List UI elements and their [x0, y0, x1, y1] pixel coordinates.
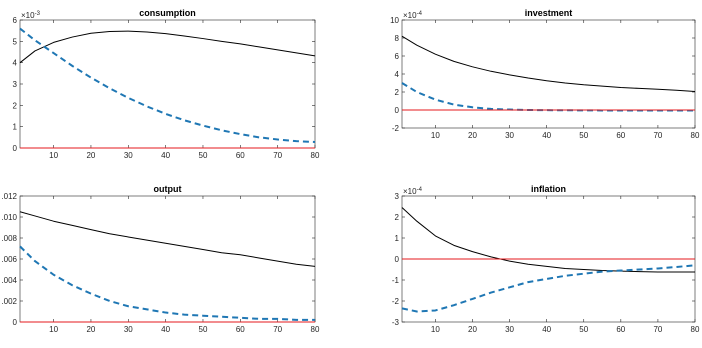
x-tick-label: 70	[273, 325, 283, 334]
x-tick-label: 20	[468, 131, 477, 140]
series-line-solid	[20, 212, 315, 267]
x-tick-label: 70	[653, 325, 663, 334]
x-tick-label: 80	[690, 131, 700, 140]
series-line-solid	[402, 208, 695, 272]
y-tick-label: .004	[1, 276, 17, 285]
y-tick-label: .002	[1, 297, 17, 306]
axes-box	[402, 20, 695, 128]
chart-title: investment	[524, 8, 573, 18]
y-tick-label: 8	[394, 34, 399, 43]
panel-output	[1, 184, 320, 334]
y-tick-label: .010	[1, 213, 17, 222]
y-tick-label: 6	[394, 52, 399, 61]
x-tick-label: 20	[468, 325, 477, 334]
y-tick-label: 2	[394, 213, 399, 222]
y-tick-label: 0	[12, 144, 17, 153]
y-tick-label: 10	[390, 16, 399, 25]
x-tick-label: 60	[616, 131, 626, 140]
y-tick-label: 0	[394, 106, 399, 115]
y-tick-label: 2	[12, 101, 17, 111]
x-tick-label: 60	[235, 325, 245, 334]
axis-multiplier: $\times 10^{-3}$	[21, 11, 40, 20]
y-tick-label: -1	[391, 276, 399, 285]
y-tick-label: -3	[391, 318, 399, 327]
x-tick-label: 10	[49, 151, 59, 160]
series-line-dashed	[402, 83, 695, 110]
panel-inflation	[392, 184, 700, 334]
series-line-solid	[402, 36, 695, 91]
x-tick-label: 70	[653, 131, 663, 140]
y-tick-label: 0	[394, 255, 399, 264]
y-tick-label: -2	[391, 124, 399, 133]
chart-title: output	[153, 184, 182, 194]
y-tick-label: 3	[394, 192, 399, 201]
x-tick-label: 40	[542, 325, 552, 334]
x-tick-label: 60	[616, 325, 626, 334]
y-tick-label: 2	[394, 88, 399, 97]
y-tick-label: 6	[12, 16, 17, 25]
x-tick-label: 70	[273, 151, 283, 160]
x-tick-label: 50	[198, 151, 208, 160]
y-tick-label: 0	[12, 318, 17, 327]
x-tick-label: 30	[123, 325, 133, 334]
series-line-solid	[20, 31, 315, 63]
y-tick-label: 3	[12, 80, 17, 89]
panel-consumption	[13, 8, 320, 160]
y-tick-label: .008	[1, 234, 17, 243]
x-tick-label: 30	[505, 131, 515, 140]
y-tick-label: 4	[12, 58, 17, 68]
y-tick-label: .006	[1, 255, 17, 264]
x-tick-label: 30	[123, 151, 133, 160]
panel-investment	[390, 8, 700, 140]
x-tick-label: 80	[310, 151, 320, 160]
x-tick-label: 10	[430, 131, 440, 140]
x-tick-label: 20	[86, 151, 96, 160]
x-tick-label: 80	[690, 325, 700, 334]
y-tick-label: .012	[1, 192, 17, 201]
x-tick-label: 40	[161, 325, 171, 334]
series-line-dashed	[20, 29, 315, 143]
x-tick-label: 80	[310, 325, 320, 334]
y-tick-label: 4	[394, 70, 399, 79]
x-tick-label: 10	[430, 325, 440, 334]
y-tick-label: 1	[394, 234, 399, 243]
axes-box	[20, 196, 315, 322]
x-tick-label: 50	[198, 325, 208, 334]
x-tick-label: 50	[579, 325, 589, 334]
x-tick-label: 40	[542, 131, 552, 140]
axis-multiplier: $\times 10^{-4}$	[403, 187, 422, 196]
x-tick-label: 40	[161, 151, 171, 160]
x-tick-label: 60	[235, 151, 245, 160]
y-tick-label: 1	[12, 122, 17, 132]
y-tick-label: -2	[391, 297, 399, 306]
chart-title: inflation	[531, 184, 566, 194]
x-tick-label: 10	[49, 325, 59, 334]
series-line-dashed	[20, 246, 315, 320]
chart-title: consumption	[139, 8, 196, 18]
x-tick-label: 30	[505, 325, 515, 334]
x-tick-label: 20	[86, 325, 96, 334]
y-tick-label: 5	[12, 37, 17, 47]
axis-multiplier: $\times 10^{-4}$	[403, 11, 422, 20]
x-tick-label: 50	[579, 131, 589, 140]
